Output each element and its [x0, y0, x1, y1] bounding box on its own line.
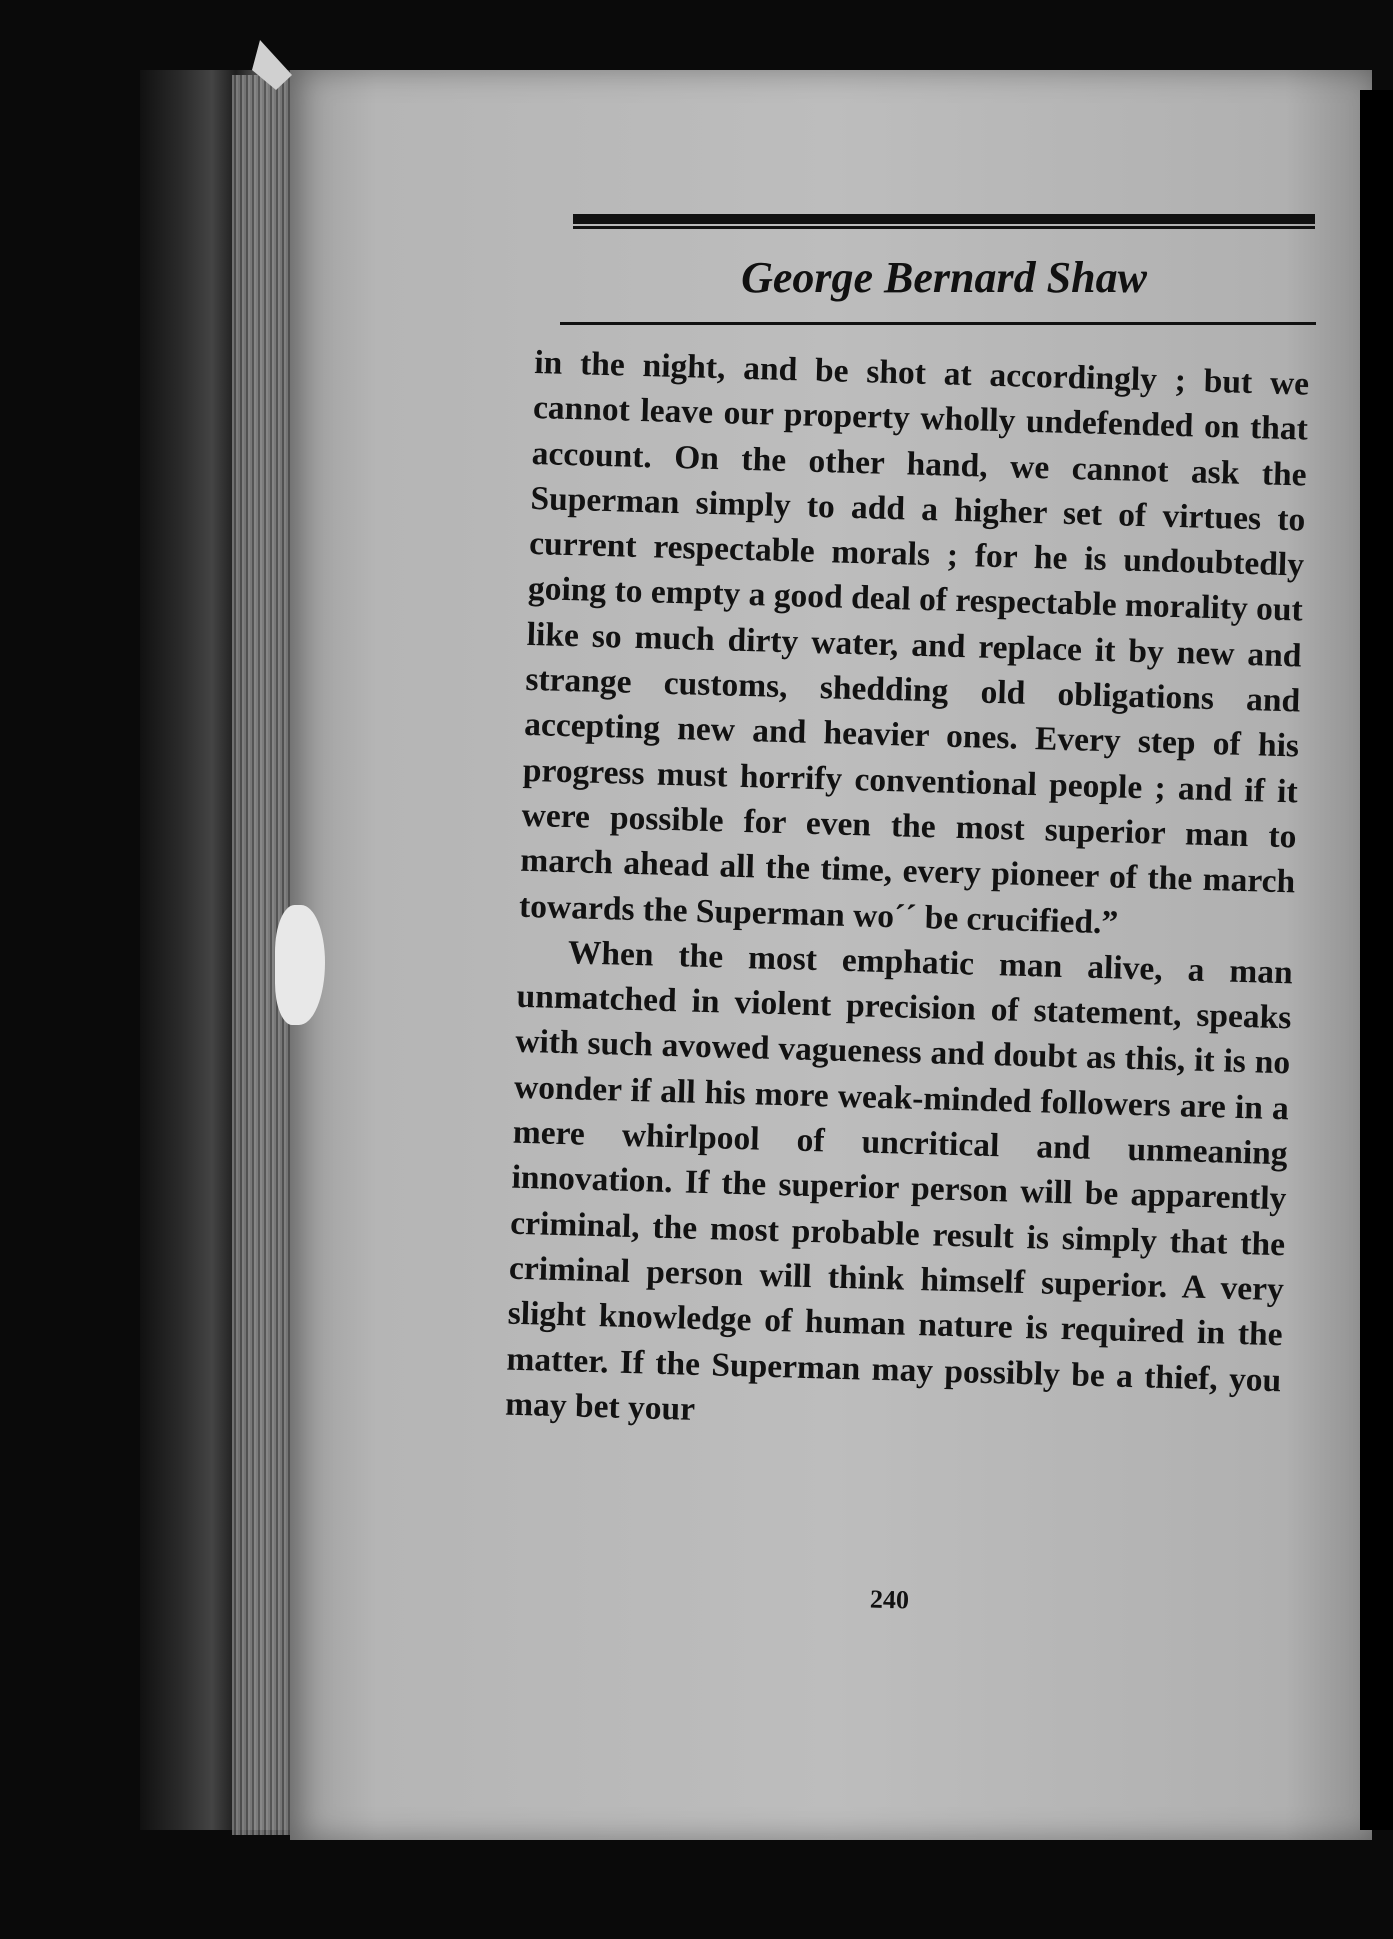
page-number: 240	[869, 1584, 910, 1615]
running-head: George Bernard Shaw	[741, 253, 1147, 302]
paragraph-2: When the most emphatic man alive, a man unmatched in violent precision of statement, speaks with such avowed vagueness and doubt as this, it is no wonder if all his more weak-minded followers are in a mere whirlpool of uncritical and unmeaning innovation. If the superior person will be apparently criminal, the most probable result is simply that the criminal person will think himself superior. A very slight knowledge of human nature is required in the matter. If the Superman may possibly be a thief, you may bet your	[504, 934, 1294, 1428]
paragraph-1: in the night, and be shot at accordingly ; but we cannot leave our property wholly undefended on that account. On the other hand, we cannot ask the Superman simply to add a higher set of virtues to current respectable morals ; for he is undoubtedly going to empty a good deal of respectable morality out like so much dirty water, and replace it by new and strange customs, shedding old obligations and accepting new and heavier ones. Every step of his progress must horrify conventional people ; and if it were possible for even the most superior man to march ahead all the time, every pioneer of the march towards the Superman wo´´ be crucified.”	[518, 343, 1310, 942]
right-border	[1360, 90, 1393, 1830]
header-rule-double	[573, 226, 1315, 229]
body-text	[505, 340, 1310, 1448]
header-rule-bottom	[560, 322, 1316, 325]
header-rule-top	[573, 214, 1315, 224]
